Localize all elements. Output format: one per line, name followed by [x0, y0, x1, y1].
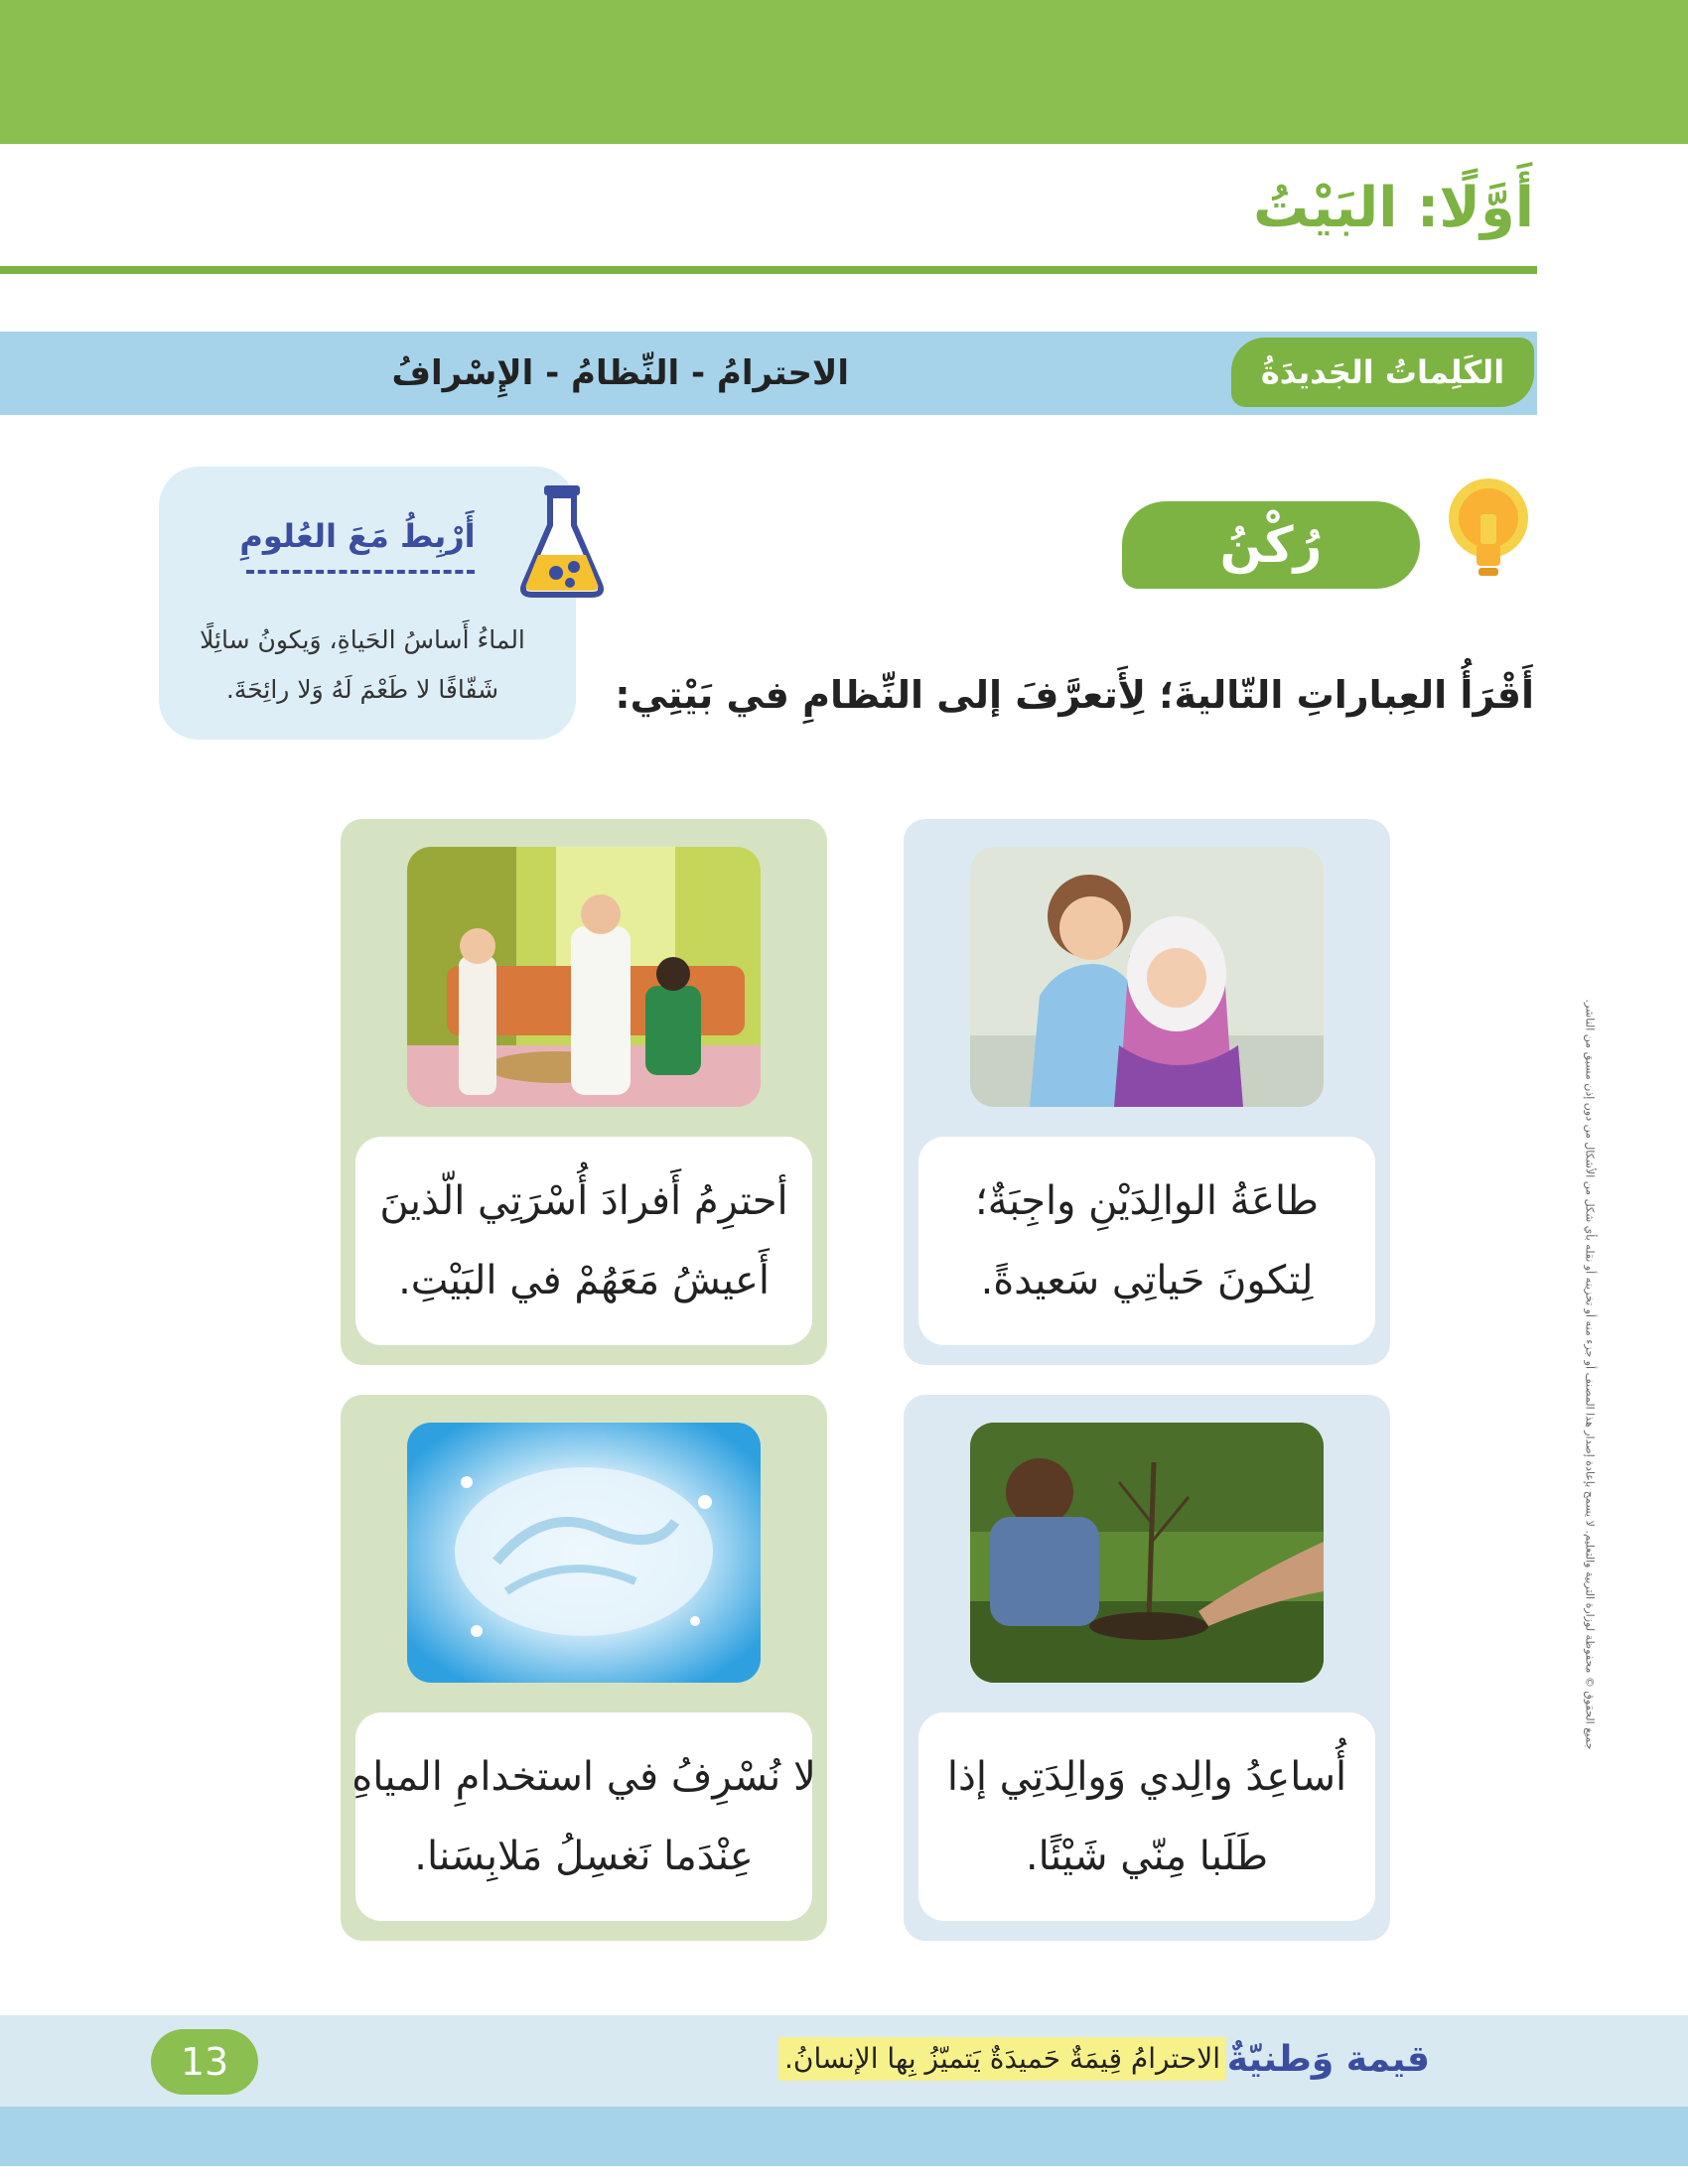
card-respect-family	[341, 819, 827, 1365]
card-obey-parents	[904, 819, 1390, 1365]
card-help-parents	[904, 1395, 1390, 1941]
card-text	[352, 1712, 816, 1921]
science-link-text	[169, 615, 556, 715]
card-save-water	[341, 1395, 827, 1941]
copyright-text: جميع الحقوق © محفوظة لوزارة التربية والتعليم. لا يسمح بإعادة إصدار هذا المصنف أو جزء منه أو تخزينه أو نقله بأي شكل من الأشكال من دون إذن مسبق من الناشر.	[1583, 999, 1597, 1750]
card-text-line: أُساعِدُ والِدي وَوالِدَتِي إذا	[946, 1754, 1347, 1800]
science-title-underline	[246, 570, 475, 574]
card-text-line: لِتكونَ حَياتِي سَعيدةً.	[980, 1258, 1314, 1303]
copyright-notice	[1580, 814, 1604, 1946]
page-title: أَوَّلًا: البَيْتُ	[1253, 176, 1534, 240]
family-gathering-image	[407, 847, 761, 1107]
title-divider	[0, 266, 1537, 274]
water-splash-image	[407, 1423, 761, 1683]
page-number: 13	[151, 2029, 258, 2095]
instruction-text: أَقْرَأُ العِباراتِ التّاليةَ؛ لِأَتعرَّفَ إلى النِّظامِ في بَيْتِي:	[615, 673, 1534, 717]
science-text-line: شَفّافًا لا طَعْمَ لَهُ وَلا رائِحَةَ.	[225, 675, 499, 704]
national-value-text: الاحترامُ قِيمَةٌ حَميدَةٌ يَتميّزُ بِها الإنسانُ.	[778, 2037, 1226, 2081]
footer-bottom-band	[0, 2107, 1688, 2166]
card-text-line: أَعيشُ مَعَهُمْ في البَيْتِ.	[398, 1258, 770, 1303]
card-text	[918, 1712, 1375, 1921]
card-text-line: عِنْدَما نَغسِلُ مَلابِسَنا.	[414, 1834, 754, 1879]
children-hugging-image	[970, 847, 1324, 1107]
card-text-line: طاعَةُ الوالِدَيْنِ واجِبَةٌ؛	[975, 1178, 1319, 1224]
lightbulb-icon	[1443, 477, 1534, 580]
science-text-line: الماءُ أَساسُ الحَياةِ، وَيكونُ سائِلًا	[200, 625, 525, 654]
top-color-band	[0, 0, 1688, 144]
card-text	[918, 1137, 1375, 1345]
card-text-line: طَلَبا مِنّي شَيْئًا.	[1025, 1834, 1269, 1879]
card-text-line: أحترِمُ أَفرادَ أُسْرَتِي الّذينَ	[379, 1178, 788, 1224]
knowledge-corner-title: رُكْنُ المَعرِفَةِ	[1122, 501, 1420, 589]
planting-tree-image	[970, 1423, 1324, 1683]
new-words-list: الاحترامُ - النِّظامُ - الإِسْرافُ	[391, 353, 849, 393]
flask-icon	[516, 481, 608, 601]
science-link-title: أَرْبِطُ مَعَ العُلومِ	[239, 517, 476, 555]
new-words-label: الكَلِماتُ الجَديدَةُ	[1231, 338, 1534, 407]
card-text	[355, 1137, 812, 1345]
national-value-label: قيمة وَطنيّةٌ	[1226, 2039, 1430, 2080]
card-text-line: لا نُسْرِفُ في استخدامِ المياهِ	[352, 1754, 816, 1800]
